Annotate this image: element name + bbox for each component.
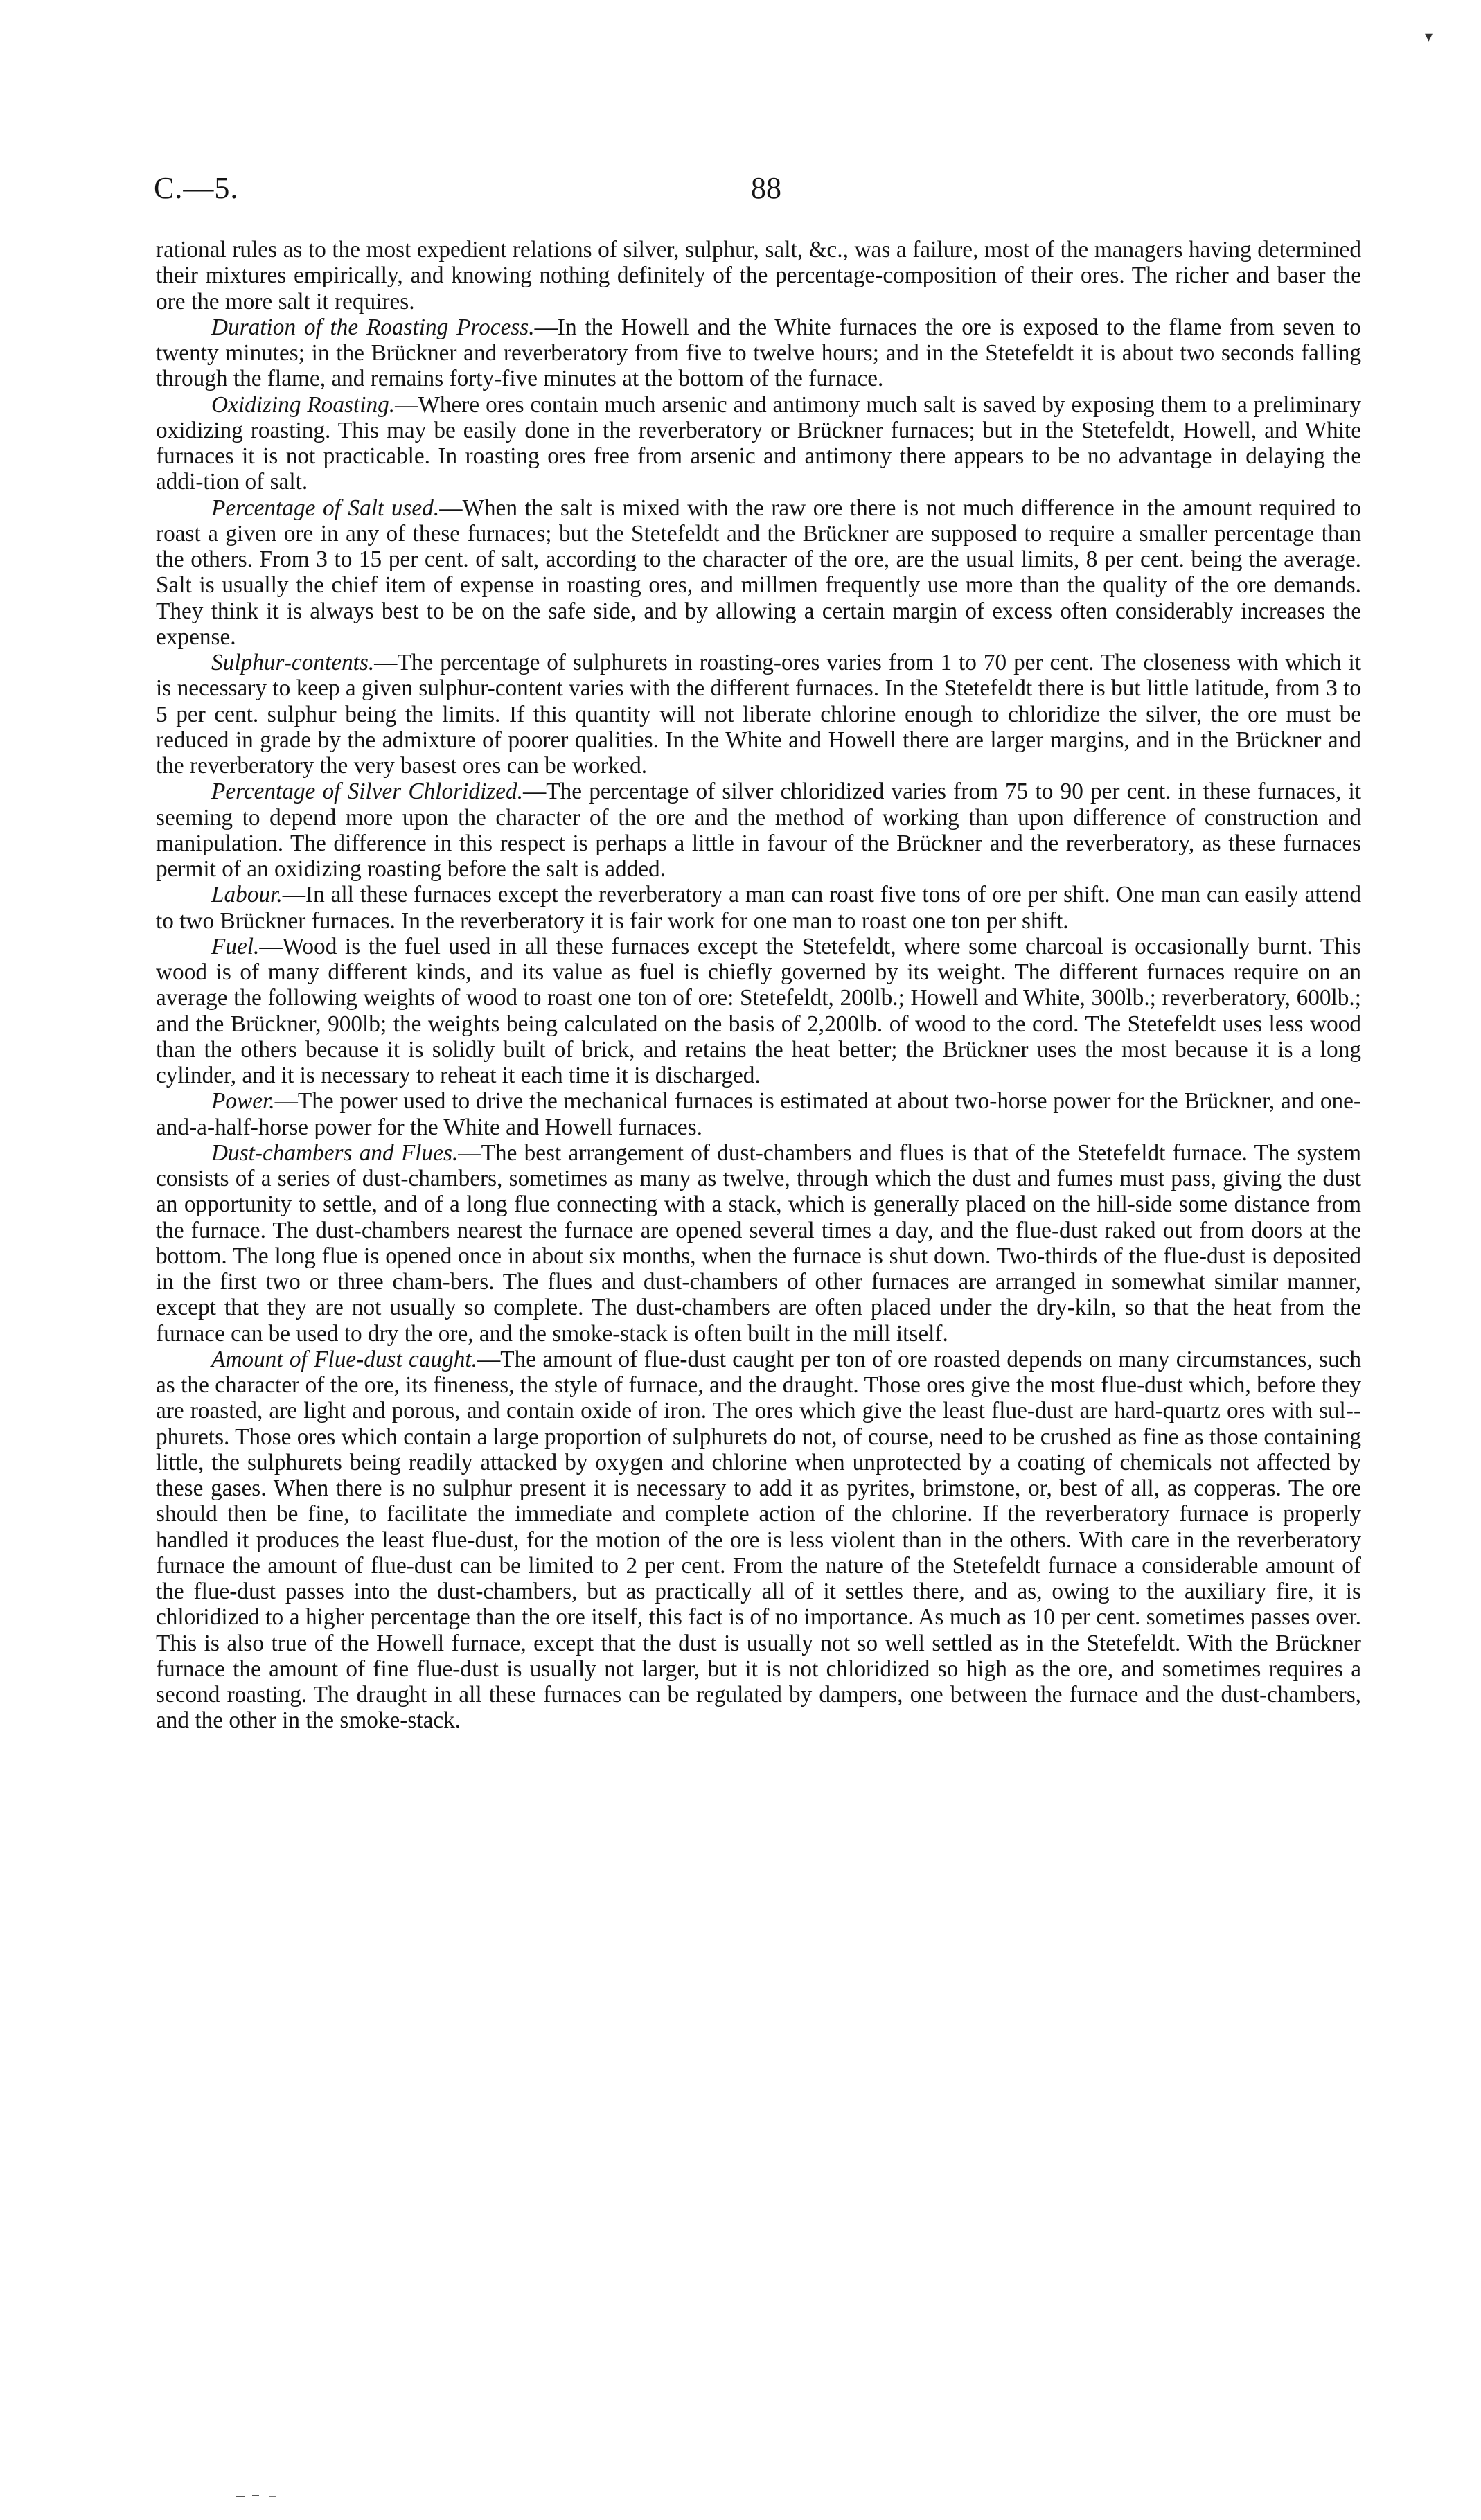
paragraph-heading: Percentage of Salt used. bbox=[211, 495, 440, 521]
paragraph-fuel bbox=[156, 934, 1361, 1089]
paragraph-flue-dust-amount bbox=[156, 1347, 1361, 1734]
paragraph-heading: Amount of Flue-dust caught. bbox=[211, 1346, 477, 1372]
paragraph-heading: Oxidizing Roasting. bbox=[211, 391, 396, 418]
paragraph-heading: Labour. bbox=[211, 882, 283, 908]
paragraph-heading: Dust-chambers and Flues. bbox=[211, 1139, 459, 1166]
paragraph-text: —The amount of flue-dust caught per ton of ore roasted depends on many circumstances, such as the character of the ore, its fineness, the style of furnace, and the draught. Those ores give the most flue-dust which, before they are roasted, are light and porous, and contain oxide of iron. The ores which give the least flue-dust are hard-quartz ores with sul-phurets. Those ores which contain a large proportion of sulphurets do not, of course, need to be crushed as fine as those containing little, the sulphurets being readily attacked by oxygen and chlorine when unprotected by a coating of chemicals not affected by these gases. When there is no sulphur present it is necessary to add it as pyrites, brimstone, or, best of all, as copperas. The ore should then be fine, to facilitate the immediate and complete action of the chlorine. If the reverberatory furnace is properly handled it produces the least flue-dust, for the motion of the ore is less violent than in the others. With care in the reverberatory furnace the amount of flue-dust can be limited to 2 per cent. From the nature of the Stetefeldt furnace a considerable amount of the flue-dust passes into the dust-chambers, but as practically all of it settles there, and as, owing to the auxiliary fire, it is chloridized to a higher percentage than the ore itself, this fact is of no importance. As much as 10 per cent. sometimes passes over. This is also true of the Howell furnace, except that the dust is usually not so well settled as in the Stetefeldt. With the Brückner furnace the amount of fine flue-dust is usually not larger, but it is not chloridized so high as the ore, and sometimes requires a second roasting. The draught in all these furnaces can be regulated by dampers, one between the furnace and the dust-chambers, and the other in the smoke-stack. bbox=[156, 1346, 1361, 1734]
paragraph-salt-percentage bbox=[156, 495, 1361, 650]
paragraph-sulphur-contents bbox=[156, 650, 1361, 779]
paragraph-text: —The best arrangement of dust-chambers and flues is that of the Stetefeldt furnace. The system consists of a series of dust-chambers, sometimes as many as twelve, through which the dust and fumes must pass, giving the dust an opportunity to settle, and of a long flue connecting with a stack, which is generally placed on the hill-side some distance from the furnace. The dust-chambers nearest the furnace are opened several times a day, and the flue-dust raked out from doors at the bottom. The long flue is opened once in about six months, when the furnace is shut down. Two-thirds of the flue-dust is deposited in the first two or three cham-bers. The flues and dust-chambers of other furnaces are arranged in somewhat similar manner, except that they are not usually so complete. The dust-chambers are often placed under the dry-kiln, so that the heat from the furnace can be used to dry the ore, and the smoke-stack is often built in the mill itself. bbox=[156, 1139, 1361, 1347]
paragraph-heading: Sulphur-contents. bbox=[211, 650, 375, 675]
paragraph-heading: Fuel. bbox=[211, 933, 260, 959]
paragraph-text: —The percentage of sulphurets in roasting-ores varies from 1 to 70 per cent. The closeness with which it is necessary to keep a given sulphur-content varies with the different furnaces. In the Stetefeldt there is but little latitude, from 3 to 5 per cent. sulphur being the limits. If this quantity will not liberate chlorine enough to chloridize the silver, the ore must be reduced in grade by the admixture of poorer qualities. In the White and Howell there are larger margins, and in the Brückner and the reverberatory the very basest ores can be worked. bbox=[156, 650, 1361, 779]
paragraph-continuation bbox=[156, 237, 1361, 314]
paragraph-text: —Where ores contain much arsenic and antimony much salt is saved by exposing them to a preliminary oxidizing roasting. This may be easily done in the reverberatory or Brückner furnaces; but in the Stetefeldt, Howell, and White furnaces it is not practicable. In roasting ores free from arsenic and antimony there appears to be no advantage in delaying the addi-tion of salt. bbox=[156, 391, 1361, 495]
paragraph-oxidizing-roasting bbox=[156, 392, 1361, 495]
corner-mark: ▾ bbox=[1424, 28, 1433, 45]
page-header bbox=[154, 170, 1365, 212]
paragraph-silver-chloridized bbox=[156, 779, 1361, 882]
paragraph-heading: Duration of the Roasting Process. bbox=[211, 314, 535, 340]
scan-artifact bbox=[236, 2492, 291, 2499]
article-body bbox=[156, 237, 1361, 1734]
paragraph-roasting-duration bbox=[156, 314, 1361, 392]
paragraph-heading: Percentage of Silver Chloridized. bbox=[211, 779, 523, 805]
paragraph-text: —The power used to drive the mechanical furnaces is estimated at about two-horse power for the Brückner, and one-and-a-half-horse power for the White and Howell furnaces. bbox=[156, 1088, 1361, 1140]
paragraph-text: —The percentage of silver chloridized varies from 75 to 90 per cent. in these furnaces, it seeming to depend more upon the character of the ore and the method of working than upon difference of construction and manipulation. The difference in this respect is perhaps a little in favour of the Brückner and the reverberatory, as these furnaces permit of an oxidizing roasting before the salt is added. bbox=[156, 779, 1361, 882]
paragraph-heading: Power. bbox=[211, 1088, 275, 1115]
document-code: C.—5. bbox=[154, 171, 239, 205]
paragraph-text: —In the Howell and the White furnaces the ore is exposed to the flame from seven to twenty minutes; in the Brückner and reverberatory from five to twelve hours; and in the Stetefeldt it is about two seconds falling through the flame, and remains forty-five minutes at the bottom of the furnace. bbox=[156, 314, 1361, 392]
page-number: 88 bbox=[751, 171, 781, 205]
paragraph-power bbox=[156, 1088, 1361, 1140]
paragraph-text: —When the salt is mixed with the raw ore there is not much difference in the amount required to roast a given ore in any of these furnaces; but the Stetefeldt and the Brückner are supposed to require a smaller percentage than the others. From 3 to 15 per cent. of salt, according to the character of the ore, are the usual limits, 8 per cent. being the average. Salt is usually the chief item of expense in roasting ores, and millmen frequently use more than the quality of the ore demands. They think it is always best to be on the safe side, and by allowing a certain margin of excess often considerably increases the expense. bbox=[156, 495, 1361, 650]
paragraph-text: —Wood is the fuel used in all these furnaces except the Stetefeldt, where some charcoal is occasionally burnt. This wood is of many different kinds, and its value as fuel is chiefly governed by its weight. The different furnaces require on an average the following weights of wood to roast one ton of ore: Stetefeldt, 200lb.; Howell and White, 300lb.; reverberatory, 600lb.; and the Brückner, 900lb; the weights being calculated on the basis of 2,200lb. of wood to the cord. The Stetefeldt uses less wood than the others because it is solidly built of brick, and retains the heat better; the Brückner uses the most because it is a long cylinder, and it is necessary to reheat it each time it is discharged. bbox=[156, 933, 1361, 1088]
paragraph-text: —In all these furnaces except the reverberatory a man can roast five tons of ore per shift. One man can easily attend to two Brückner furnaces. In the reverberatory it is fair work for one man to roast one ton per shift. bbox=[156, 882, 1361, 934]
paragraph-dust-chambers bbox=[156, 1140, 1361, 1347]
paragraph-text: rational rules as to the most expedient relations of silver, sulphur, salt, &c., was a failure, most of the managers having determined their mixtures empirically, and knowing nothing definitely of the percentage-composition of their ores. The richer and baser the ore the more salt it requires. bbox=[156, 237, 1361, 314]
paragraph-labour bbox=[156, 882, 1361, 934]
